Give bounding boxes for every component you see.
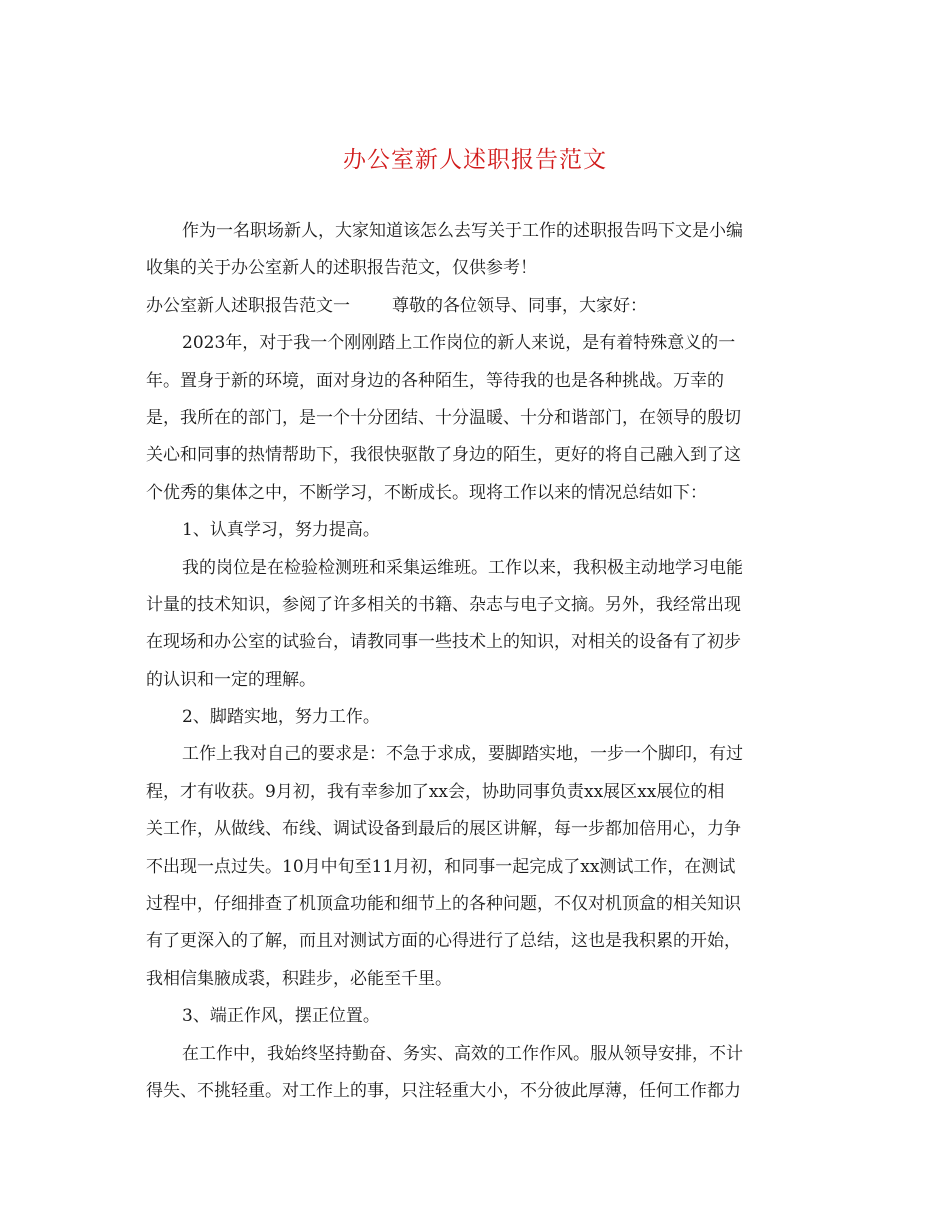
paragraph-line: 关心和同事的热情帮助下，我很快驱散了身边的陌生，更好的将自己融入到了这: [146, 445, 741, 466]
paragraph-line: 作为一名职场新人，大家知道该怎么去写关于工作的述职报告吗下文是小编: [182, 221, 743, 241]
paragraph-line: 不出现一点过失。10月中旬至11月初，和同事一起完成了xx测试工作，在测试: [146, 856, 736, 877]
paragraph-line: 在工作中，我始终坚持勤奋、务实、高效的工作作风。服从领导安排，不计: [182, 1043, 743, 1064]
paragraph-line: 在现场和办公室的试验台，请教同事一些技术上的知识，对相关的设备有了初步: [146, 632, 741, 653]
paragraph-line: 我的岗位是在检验检测班和采集运维班。工作以来，我积极主动地学习电能: [182, 557, 743, 578]
document-body: [146, 213, 806, 1110]
paragraph-line: 的认识和一定的理解。: [146, 669, 316, 690]
list-heading: 2、脚踏实地，努力工作。: [182, 707, 380, 728]
paragraph-line: 程，才有收获。9月初，我有幸参加了xx会，协助同事负责xx展区xx展位的相: [146, 781, 725, 802]
paragraph-line: 过程中，仔细排查了机顶盒功能和细节上的各种问题，不仅对机顶盒的相关知识: [146, 894, 741, 915]
paragraph-line: 年。置身于新的环境，面对身边的各种陌生，等待我的也是各种挑战。万幸的: [146, 370, 724, 391]
section-heading-line: [146, 288, 806, 325]
paragraph-line: 计量的技术知识，参阅了许多相关的书籍、杂志与电子文摘。另外，我经常出现: [146, 594, 741, 615]
salutation: 尊敬的各位领导、同事，大家好：: [392, 295, 647, 316]
paragraph-line: 个优秀的集体之中，不断学习，不断成长。现将工作以来的情况总结如下：: [146, 482, 707, 503]
paragraph-line: 收集的关于办公室新人的述职报告范文，仅供参考！: [146, 258, 537, 279]
list-heading: 1、认真学习，努力提高。: [182, 520, 380, 541]
paragraph-line: 关工作，从做线、布线、调试设备到最后的展区讲解，每一步都加倍用心，力争: [146, 819, 741, 840]
list-heading: 3、端正作风，摆正位置。: [182, 1006, 380, 1027]
section-heading: 办公室新人述职报告范文一: [146, 295, 350, 316]
paragraph-line: 我相信集腋成裘，积跬步，必能至千里。: [146, 968, 452, 989]
paragraph-line: 有了更深入的了解，而且对测试方面的心得进行了总结，这也是我积累的开始，: [146, 931, 741, 952]
paragraph-line: 是，我所在的部门，是一个十分团结、十分温暖、十分和谐部门，在领导的殷切: [146, 407, 741, 428]
paragraph-line: 工作上我对自己的要求是：不急于求成，要脚踏实地，一步一个脚印，有过: [182, 744, 743, 765]
paragraph-line: 2023年，对于我一个刚刚踏上工作岗位的新人来说，是有着特殊意义的一: [182, 333, 736, 354]
paragraph-line: 得失、不挑轻重。对工作上的事，只注轻重大小，不分彼此厚薄，任何工作都力: [146, 1080, 741, 1101]
document-title: 办公室新人述职报告范文: [343, 147, 607, 173]
